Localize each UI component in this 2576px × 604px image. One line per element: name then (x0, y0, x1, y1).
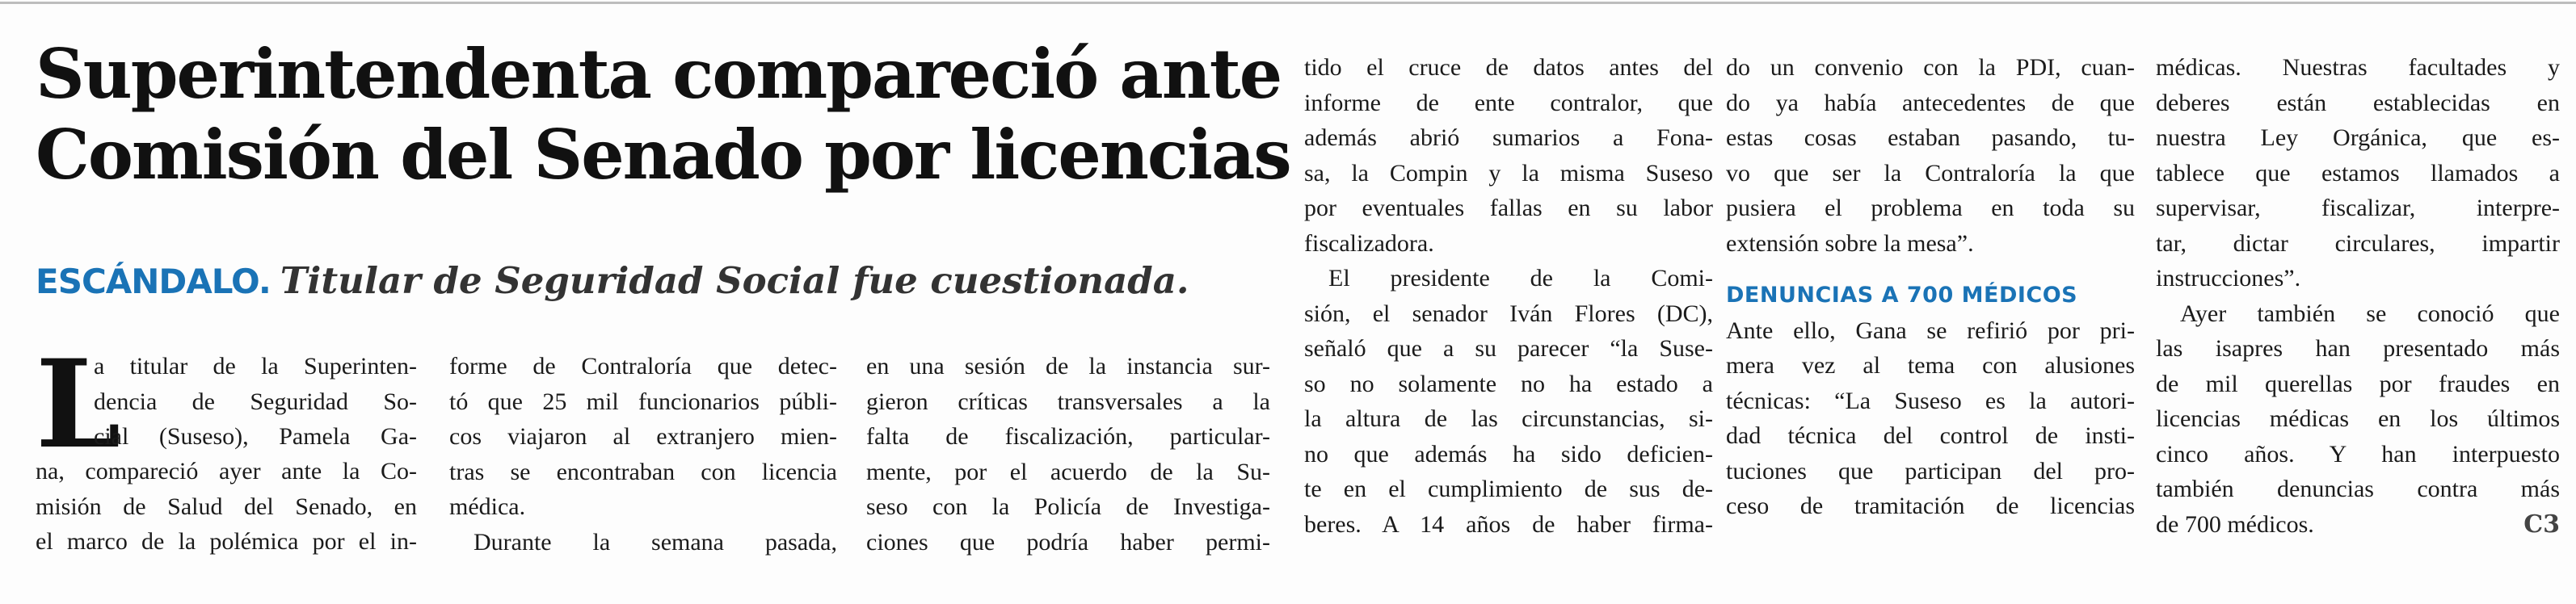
text-line: tablece que estamos llamados a (2156, 159, 2560, 187)
text-line: cos viajaron al extranjero mien- (449, 423, 837, 450)
headline-line-1: Superintendenta compareció ante (36, 34, 1282, 114)
text-line: Ante ello, Gana se refirió por pri- (1726, 317, 2135, 344)
text-line: además abrió sumarios a Fona- (1304, 124, 1713, 151)
text-line: a titular de la Superinten- (94, 353, 417, 380)
text-line: dad técnica del control de insti- (1726, 422, 2135, 449)
text-line: deberes están establecidas en (2156, 89, 2560, 116)
text-line: ciones que podría haber permi- (866, 528, 1270, 556)
text-line: sión, el senador Iván Flores (DC), (1304, 300, 1713, 327)
text-line: beres. A 14 años de haber firma- (1304, 510, 1713, 538)
text-line: misión de Salud del Senado, en (36, 493, 417, 520)
text-line: Ayer también se conoció que (2180, 300, 2560, 327)
text-line: tras se encontraban con licencia (449, 458, 837, 485)
text-line: seso con la Policía de Investiga- (866, 493, 1270, 520)
end-mark: C3 (2523, 510, 2560, 539)
text-line: en una sesión de la instancia sur- (866, 353, 1270, 380)
text-line: por eventuales fallas en su labor (1304, 195, 1713, 221)
text-line: do un convenio con la PDI, cuan- (1726, 54, 2135, 81)
drop-cap: L (36, 333, 121, 476)
text-line: licencias médicas en los últimos (2156, 405, 2560, 432)
text-line: médicas. Nuestras facultades y (2156, 54, 2560, 81)
text-line: vo que ser la Contraloría la que (1726, 159, 2135, 187)
text-line-with-end-mark (2156, 507, 2560, 543)
text-line: extensión sobre la mesa”. (1726, 229, 1974, 257)
section-heading: DENUNCIAS A 700 MÉDICOS (1726, 283, 2078, 308)
text-line: so no solamente no ha estado a (1304, 370, 1713, 397)
text-line: técnicas: “La Suseso es la autori- (1726, 387, 2135, 414)
text-line: tuciones que participan del pro- (1726, 457, 2135, 484)
headline-line-2: Comisión del Senado por licencias (36, 115, 1290, 195)
text-line: de mil querellas por fraudes en (2156, 370, 2560, 397)
text-line: señaló que a su parecer “la Suse- (1304, 335, 1713, 362)
column-4-text (1304, 50, 1713, 542)
text-line: sa, la Compin y la misma Suseso (1304, 159, 1713, 187)
subhead (36, 257, 1264, 306)
text-line: mente, por el acuerdo de la Su- (866, 458, 1270, 485)
text-line: gieron críticas transversales a la (866, 388, 1270, 415)
text-line: tar, dictar circulares, impartir (2156, 229, 2560, 257)
text-line: forme de Contraloría que detec- (449, 353, 837, 380)
text-line: no que además ha sido deficien- (1304, 440, 1713, 468)
top-rule (0, 2, 2576, 4)
column-2-text (449, 349, 837, 560)
text-line: las isapres han presentado más (2156, 335, 2560, 362)
text-line: do ya había antecedentes de que (1726, 89, 2135, 116)
text-line: supervisar, fiscalizar, interpre- (2156, 195, 2560, 221)
text-line: nuestra Ley Orgánica, que es- (2156, 124, 2560, 151)
text-line: también denuncias contra más (2156, 476, 2560, 502)
text-line: El presidente de la Comi- (1328, 265, 1713, 292)
text-line: el marco de la polémica por el in- (36, 528, 417, 555)
text-line: cial (Suseso), Pamela Ga- (94, 423, 417, 450)
text-line: cinco años. Y han interpuesto (2156, 440, 2560, 468)
deck: Titular de Seguridad Social fue cuestionada. (280, 259, 1189, 302)
column-6-text (2156, 50, 2560, 542)
text-line: estas cosas estaban pasando, tu- (1726, 124, 2135, 151)
text-line: te en el cumplimiento de sus de- (1304, 476, 1713, 502)
text-line: tido el cruce de datos antes del (1304, 54, 1713, 81)
text-line: médica. (449, 493, 526, 520)
text-line: informe de ente contralor, que (1304, 89, 1713, 116)
text-line: tó que 25 mil funcionarios públi- (449, 388, 837, 415)
kicker: ESCÁNDALO. (36, 262, 271, 301)
spacer (1726, 261, 2135, 278)
text-line: na, compareció ayer ante la Co- (36, 458, 417, 484)
text-line: falta de fiscalización, particular- (866, 423, 1270, 450)
text-line: de 700 médicos. (2156, 510, 2314, 538)
text-line: instrucciones”. (2156, 265, 2301, 292)
text-line: dencia de Seguridad So- (94, 388, 417, 415)
column-1-dropcap-text (94, 349, 417, 455)
text-line: la altura de las circunstancias, si- (1304, 405, 1713, 432)
text-line: mera vez al tema con alusiones (1726, 352, 2135, 379)
text-line: fiscalizadora. (1304, 229, 1434, 257)
text-line: Durante la semana pasada, (474, 528, 837, 556)
column-5-text (1726, 50, 2135, 524)
text-line: ceso de tramitación de licencias (1726, 493, 2135, 519)
column-1-text (36, 454, 417, 560)
headline (36, 34, 1290, 195)
text-line: pusiera el problema en toda su (1726, 195, 2135, 221)
column-3-text (866, 349, 1270, 560)
